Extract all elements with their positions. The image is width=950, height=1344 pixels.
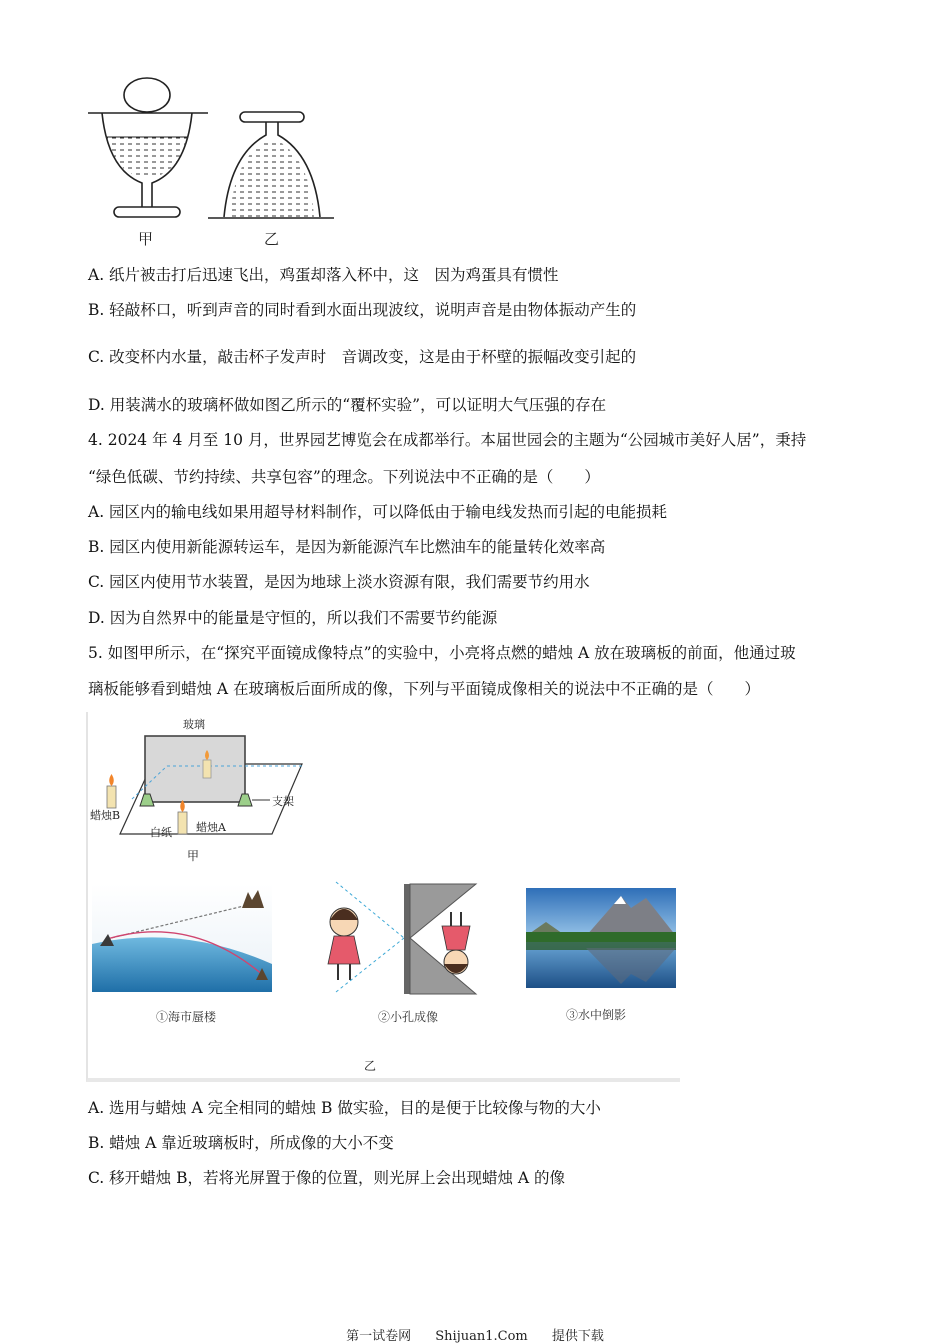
q4-option-c: C. 园区内使用节水装置，是因为地球上淡水资源有限，我们需要节约用水 [88, 573, 590, 591]
q5-option-a: A. 选用与蜡烛 A 完全相同的蜡烛 B 做实验，目的是便于比较像与物的大小 [88, 1099, 601, 1117]
cup-jia-drawing [88, 78, 208, 217]
figure1-label-jia: 甲 [138, 230, 154, 248]
q5-stem-line1: 5. 如图甲所示，在“探究平面镜成像特点”的实验中，小亮将点燃的蜡烛 A 放在玻璃板的前面，他通过玻 [88, 644, 796, 662]
label-candle-b: 蜡烛B [90, 809, 121, 822]
mirage-illustration [92, 884, 272, 992]
label-candle-a: 蜡烛A [196, 821, 226, 834]
q4-stem-line2: “绿色低碳、节约持续、共享包容”的理念。下列说法中不正确的是（ ） [88, 468, 600, 486]
pinhole-illustration [316, 880, 486, 998]
q3-option-b: B. 轻敲杯口，听到声音的同时看到水面出现波纹，说明声音是由物体振动产生的 [88, 301, 637, 319]
q3-option-c: C. 改变杯内水量，敲击杯子发声时 音调改变，这是由于杯壁的振幅改变引起的 [88, 348, 637, 366]
footer-domain[interactable]: Shijuan1.Com [435, 1329, 528, 1344]
label-jia: 甲 [187, 849, 200, 863]
q5-stem-line2: 璃板能够看到蜡烛 A 在玻璃板后面所成的像，下列与平面镜成像相关的说法中不正确的是（ ） [88, 680, 761, 698]
label-yi: 乙 [364, 1059, 377, 1073]
label-paper: 白纸 [150, 826, 172, 839]
q3-option-a: A. 纸片被击打后迅速飞出，鸡蛋却落入杯中，这 因为鸡蛋具有惯性 [88, 266, 559, 284]
mirror-setup-drawing [92, 714, 322, 864]
figure1-label-yi: 乙 [264, 230, 280, 248]
q4-option-a: A. 园区内的输电线如果用超导材料制作，可以降低由于输电线发热而引起的电能损耗 [88, 503, 668, 521]
footer-action: 提供下载 [551, 1329, 604, 1344]
caption-pinhole: ②小孔成像 [378, 1010, 439, 1024]
cup-figure [80, 75, 350, 225]
caption-mirage: ①海市蜃楼 [156, 1010, 217, 1024]
reflection-illustration [526, 888, 676, 988]
q5-option-b: B. 蜡烛 A 靠近玻璃板时，所成像的大小不变 [88, 1134, 394, 1152]
q4-option-d: D. 因为自然界中的能量是守恒的，所以我们不需要节约能源 [88, 609, 498, 627]
q5-option-c: C. 移开蜡烛 B，若将光屏置于像的位置，则光屏上会出现蜡烛 A 的像 [88, 1169, 566, 1187]
page-footer [0, 1325, 950, 1344]
q4-stem-line1: 4. 2024 年 4 月至 10 月，世界园艺博览会在成都举行。本届世园会的主题为“公园城市美好人居”，秉持 [88, 431, 807, 449]
q3-option-d: D. 用装满水的玻璃杯做如图乙所示的“覆杯实验”，可以证明大气压强的存在 [88, 396, 607, 414]
label-glass: 玻璃 [183, 718, 205, 731]
label-stand: 支架 [272, 795, 294, 808]
q4-option-b: B. 园区内使用新能源转运车，是因为新能源汽车比燃油车的能量转化效率高 [88, 538, 606, 556]
caption-reflection: ③水中倒影 [566, 1008, 627, 1022]
cup-yi-drawing [208, 112, 334, 218]
footer-site: 第一试卷网 [346, 1329, 412, 1344]
